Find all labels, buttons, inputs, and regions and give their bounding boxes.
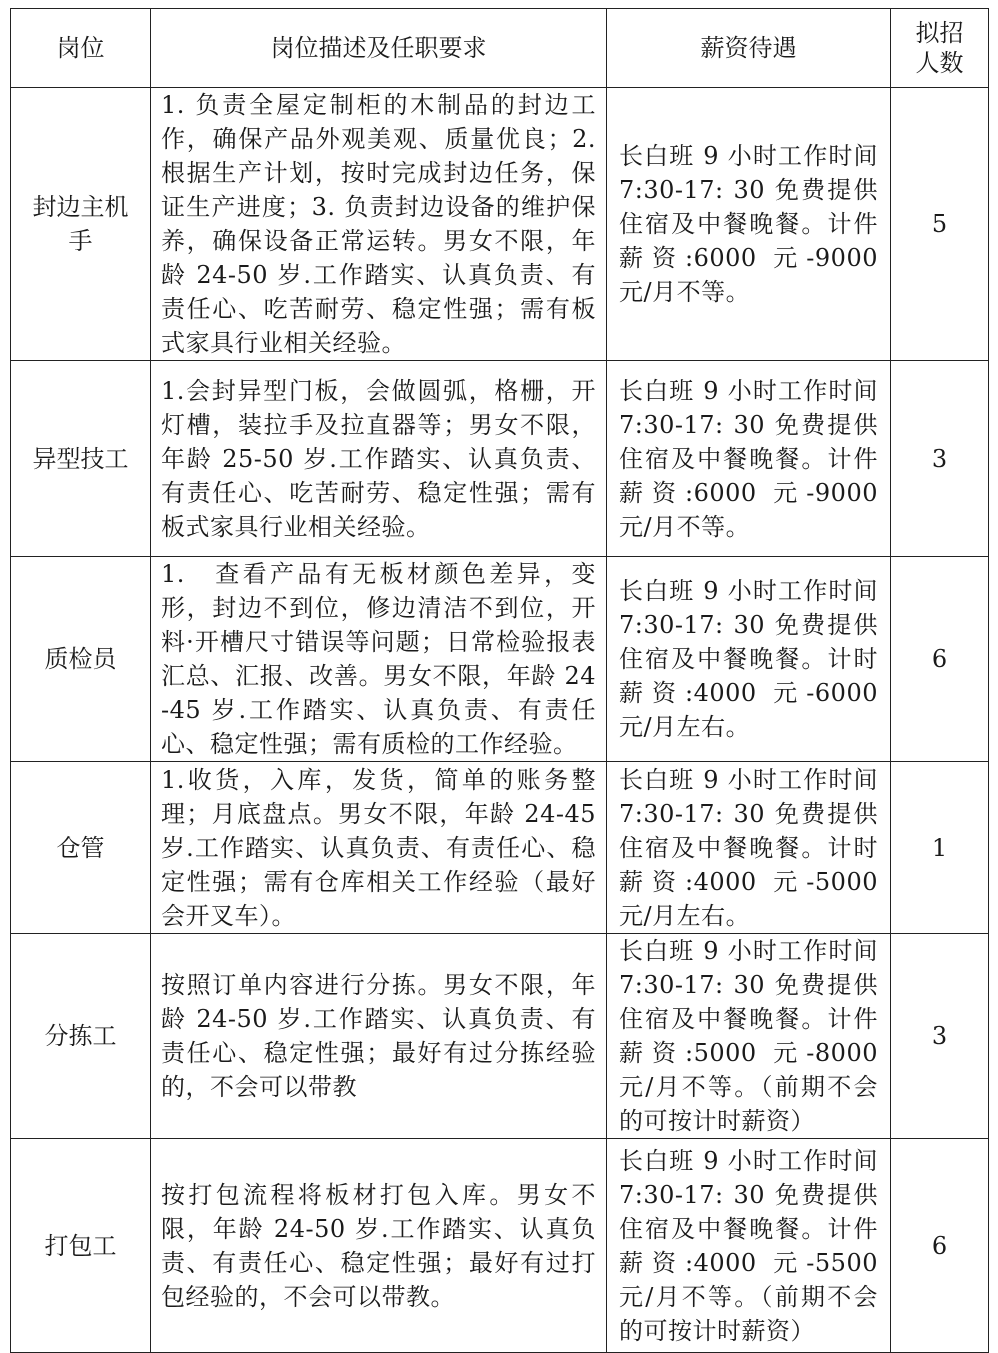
cell-salary: 长白班 9 小时工作时间 7:30-17: 30 免费提供住宿及中餐晚餐。计时薪资:4000 元-5000 元/月左右。 — [607, 762, 891, 934]
cell-description: 1.收货，入库，发货，简单的账务整理；月底盘点。男女不限，年龄 24-45 岁.工作踏实、认真负责、有责任心、稳定性强；需有仓库相关工作经验（最好会开叉车）。 — [151, 762, 607, 934]
cell-salary: 长白班 9 小时工作时间 7:30-17: 30 免费提供住宿及中餐晚餐。计件薪资:5000 元-8000 元/月不等。（前期不会的可按计时薪资） — [607, 934, 891, 1139]
cell-position: 异型技工 — [11, 361, 151, 557]
cell-headcount: 6 — [891, 1139, 989, 1353]
cell-position: 封边主机手 — [11, 88, 151, 361]
table-body — [11, 88, 989, 1353]
cell-salary: 长白班 9 小时工作时间 7:30-17: 30 免费提供住宿及中餐晚餐。计件薪资:4000 元-5500 元/月不等。（前期不会的可按计时薪资） — [607, 1139, 891, 1353]
table-row — [11, 934, 989, 1139]
table-row — [11, 361, 989, 557]
cell-salary: 长白班 9 小时工作时间 7:30-17: 30 免费提供住宿及中餐晚餐。计件薪资:6000 元-9000 元/月不等。 — [607, 361, 891, 557]
cell-description: 按照订单内容进行分拣。男女不限，年龄 24-50 岁.工作踏实、认真负责、有责任心、稳定性强；最好有过分拣经验的，不会可以带教 — [151, 934, 607, 1139]
cell-headcount: 3 — [891, 934, 989, 1139]
table-header — [11, 9, 989, 88]
cell-salary: 长白班 9 小时工作时间 7:30-17: 30 免费提供住宿及中餐晚餐。计件薪资:6000 元-9000 元/月不等。 — [607, 88, 891, 361]
cell-description: 1. 查看产品有无板材颜色差异，变形，封边不到位，修边清洁不到位，开料·开槽尺寸错误等问题；日常检验报表汇总、汇报、改善。男女不限，年龄 24-45 岁.工作踏实、认真负责、有责任心、稳定性强；需有质检的工作经验。 — [151, 557, 607, 762]
cell-headcount: 5 — [891, 88, 989, 361]
cell-headcount: 3 — [891, 361, 989, 557]
header-position: 岗位 — [11, 9, 151, 88]
table-row — [11, 557, 989, 762]
header-row — [11, 9, 989, 88]
header-salary: 薪资待遇 — [607, 9, 891, 88]
job-listing-table — [10, 8, 989, 1353]
header-description: 岗位描述及任职要求 — [151, 9, 607, 88]
cell-headcount: 1 — [891, 762, 989, 934]
header-headcount — [891, 9, 989, 88]
table-row — [11, 88, 989, 361]
cell-position: 质检员 — [11, 557, 151, 762]
cell-position: 打包工 — [11, 1139, 151, 1353]
cell-headcount: 6 — [891, 557, 989, 762]
cell-salary: 长白班 9 小时工作时间 7:30-17: 30 免费提供住宿及中餐晚餐。计时薪资:4000 元-6000 元/月左右。 — [607, 557, 891, 762]
cell-description: 1.会封异型门板，会做圆弧，格栅，开灯槽，装拉手及拉直器等；男女不限，年龄 25-50 岁.工作踏实、认真负责、有责任心、吃苦耐劳、稳定性强；需有板式家具行业相关经验。 — [151, 361, 607, 557]
cell-position: 仓管 — [11, 762, 151, 934]
header-headcount-label: 拟招人数 — [915, 19, 964, 77]
table-row — [11, 1139, 989, 1353]
cell-description: 按打包流程将板材打包入库。男女不限，年龄 24-50 岁.工作踏实、认真负责、有责任心、稳定性强；最好有过打包经验的，不会可以带教。 — [151, 1139, 607, 1353]
table-row — [11, 762, 989, 934]
cell-position: 分拣工 — [11, 934, 151, 1139]
cell-description: 1. 负责全屋定制柜的木制品的封边工作，确保产品外观美观、质量优良；2. 根据生产计划，按时完成封边任务，保证生产进度；3. 负责封边设备的维护保养，确保设备正常运转。男女不限，年龄 24-50 岁.工作踏实、认真负责、有责任心、吃苦耐劳、稳定性强；需有板式家具行业相关经验。 — [151, 88, 607, 361]
